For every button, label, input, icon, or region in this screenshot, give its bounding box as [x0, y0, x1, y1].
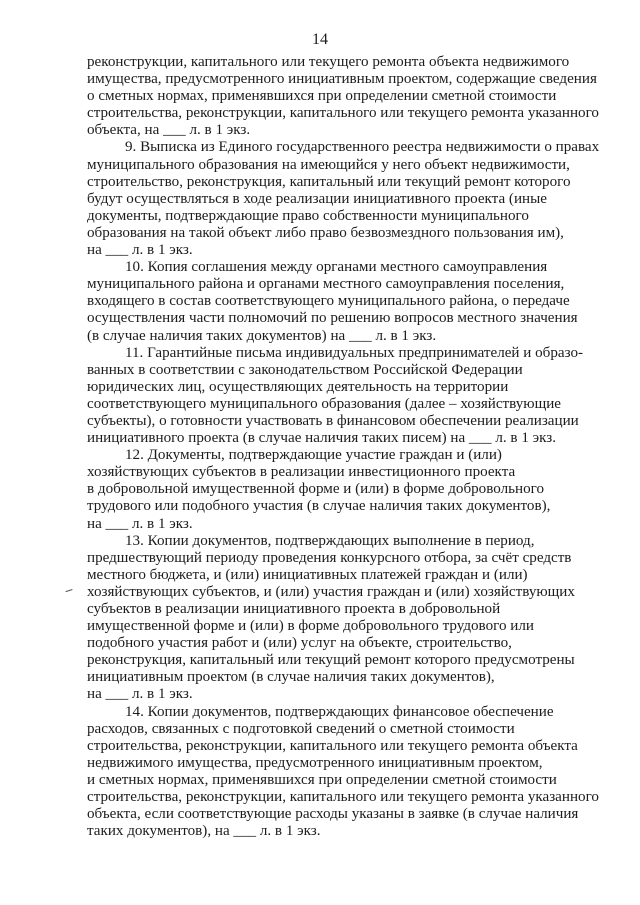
body-text [87, 54, 607, 840]
paragraph-item-14: 14. Копии документов, подтверждающих финансовое обеспечение расходов, связанных с подготовкой сведений о сметной стоимости строительства, реконструкции, капитального или текущего ремонта объекта недвижимого имущества, предусмотренного инициативным проектом, и сметных нормах, применявшихся при определении сметной стоимости строительства, реконструкции, капитального или текущего ремонта указанного объекта, если соответствующие расходы указаны в заявке (в случае наличия таких документов), на ___ л. в 1 экз. [87, 703, 599, 840]
scan-mark [66, 589, 74, 595]
paragraph-item-12: 12. Документы, подтверждающие участие граждан и (или) хозяйствующих субъектов в реализации инвестиционного проекта в добровольной имущественной форме и (или) в форме добровольного трудового или подобного участия (в случае наличия таких документов), на ___ л. в 1 экз. [87, 447, 551, 532]
page-number: 14 [312, 31, 328, 48]
paragraph-item-9: 9. Выписка из Единого государственного реестра недвижимости о правах муниципального образования на имеющийся у него объект недвижимости, строительство, реконструкция, капитальный или текущий ремонт которого будут осуществляться в ходе реализации инициативного проекта (иные документы, подтверждающие право собственности муниципального образования на такой объект либо право безвозмездного пользования им), на ___ л. в 1 экз. [87, 139, 600, 259]
paragraph-item-13: 13. Копии документов, подтверждающих выполнение в период, предшествующий периоду проведения конкурсного отбора, за счёт средств местного бюджета, и (или) инициативных платежей граждан и (или) хозяйствующих субъектов, и (или) участия граждан и (или) хозяйствующих субъектов в реализации инициативного проекта в добровольной имущественной форме и (или) в форме добровольного трудового или подобного участия работ и (или) услуг на объекте, строительство, реконструкция, капитальный или текущий ремонт которого предусмотрены инициативным проектом (в случае наличия таких документов), на ___ л. в 1 экз. [87, 532, 575, 703]
paragraph-item-11: 11. Гарантийные письма индивидуальных предпринимателей и образо- ванных в соответствии с законодательством Российской Федерации юридических лиц, осуществляющих деятельность на территории соответствующего муниципального образования (далее – хозяйствующие субъекты), о готовности участвовать в финансовом обеспечении реализации инициативного проекта (в случае наличия таких писем) на ___ л. в 1 экз. [87, 344, 584, 447]
paragraph-continuation: реконструкции, капитального или текущего ремонта объекта недвижимого имущества, предусмотренного инициативным проектом, содержащие сведения о сметных нормах, применявшихся при определении сметной стоимости строительства, реконструкции, капитального или текущего ремонта указанного объекта, на ___ л. в 1 экз. [87, 54, 599, 139]
paragraph-item-10: 10. Копия соглашения между органами местного самоуправления муниципального района и органами местного самоуправления поселения, входящего в состав соответствующего муниципального района, о передаче осуществления части полномочий по решению вопросов местного значения (в случае наличия таких документов) на ___ л. в 1 экз. [87, 259, 578, 344]
